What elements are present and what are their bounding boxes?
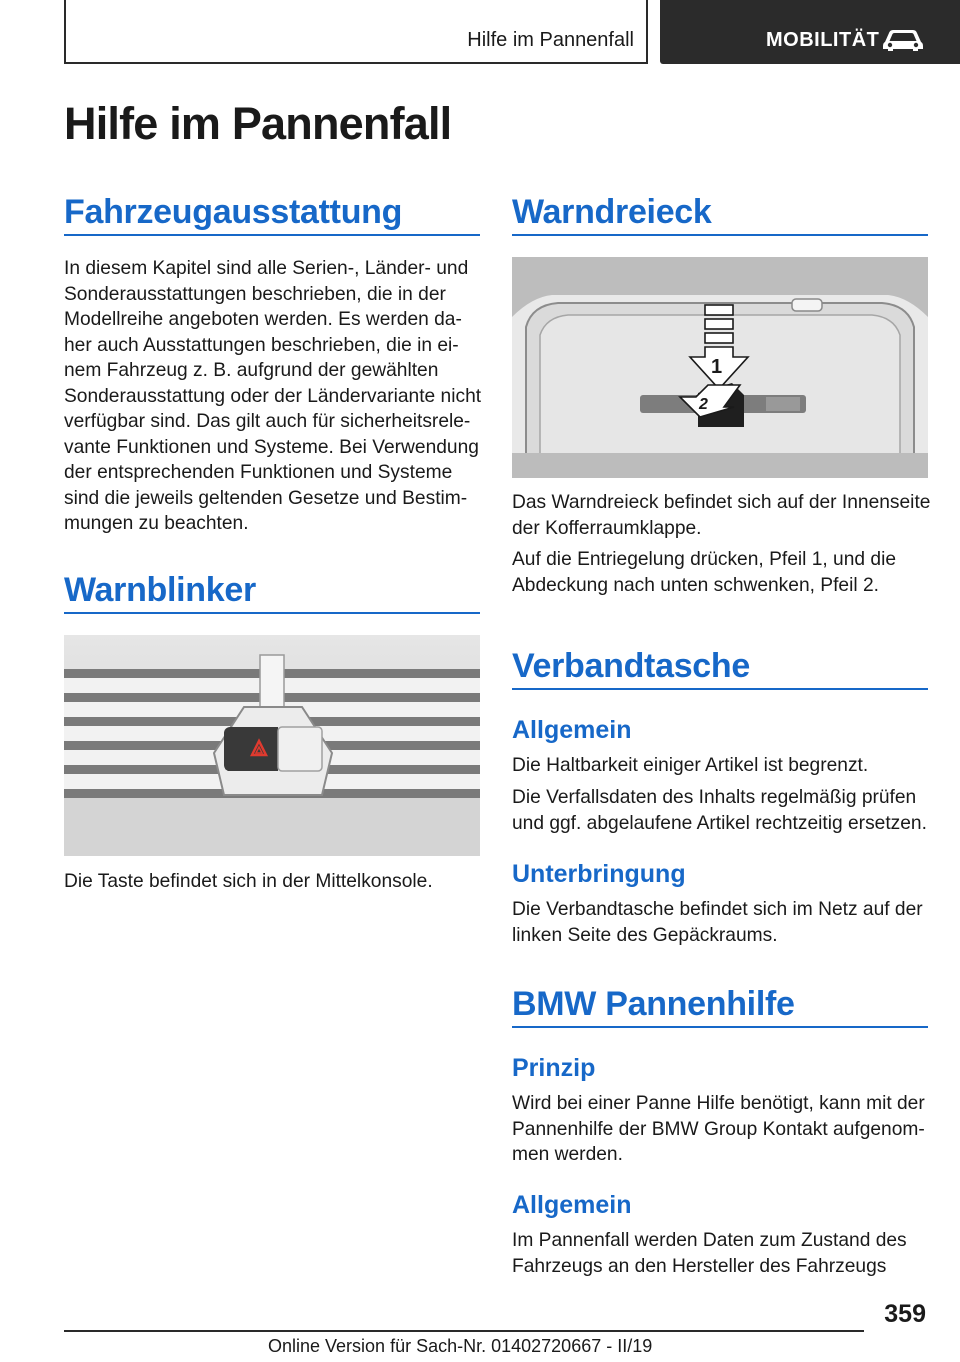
footer-text: Online Version für Sach-Nr. 01402720667 - II/19 [268,1336,653,1356]
header-chapter-label: MOBILITÄT [766,29,880,51]
text-line: verfügbar sind. Das gilt auch für sicherheitsrele‐ [64,411,471,432]
text-line: linken Seite des Gepäckraums. [512,924,778,946]
section-divider [64,234,480,236]
page-number: 359 [884,1300,926,1328]
verbandtasche-allgemein-text-2 [512,785,927,836]
text-line: Die Verbandtasche befindet sich im Netz auf der [512,899,923,920]
car-icon [881,27,925,53]
text-line: Auf die Entriegelung drücken, Pfeil 1, und die [512,549,897,570]
text-line: und ggf. abgelaufene Artikel rechtzeitig ersetzen. [512,812,927,834]
warndreieck-text-1 [512,490,930,541]
section-divider [512,688,928,690]
subheading-prinzip: Prinzip [512,1054,596,1082]
heading-verbandtasche: Verbandtasche [512,647,750,685]
text-line: Die Verfallsdaten des Inhalts regelmäßig prüfen [512,787,917,808]
text-line: Sonderausstattungen beschrieben, die in der [64,283,446,305]
prinzip-text [512,1091,925,1168]
arrow-1-label: 1 [711,356,723,378]
warnblinker-caption: Die Taste befindet sich in der Mittelkonsole. [64,871,433,892]
heading-warndreieck: Warndreieck [512,193,712,231]
arrow-2-label: 2 [699,396,708,413]
text-line: Die Haltbarkeit einiger Artikel ist begrenzt. [512,755,869,776]
text-line: mungen zu beachten. [64,513,249,534]
subheading-allgemein: Allgemein [512,716,632,744]
page-title: Hilfe im Pannenfall [64,98,452,149]
heading-bmw-pannenhilfe: BMW Pannenhilfe [512,985,795,1023]
section-divider [512,1026,928,1028]
text-line: Modellreihe angeboten werden. Es werden da‐ [64,309,462,330]
text-line: Wird bei einer Panne Hilfe benötigt, kann mit der [512,1093,925,1114]
text-line: vante Funktionen und Systeme. Bei Verwendung [64,436,479,458]
text-line: Sonderausstattung oder der Ländervariante nicht [64,385,482,407]
trunk-lid-illustration [512,257,928,478]
verbandtasche-allgemein-text-1 [512,753,868,779]
subheading-allgemein: Allgemein [512,1191,632,1219]
text-line: der Kofferraumklappe. [512,517,702,539]
text-line: Das Warndreieck befindet sich auf der Innenseite [512,492,931,513]
heading-fahrzeugausstattung: Fahrzeugausstattung [64,193,403,231]
pannenhilfe-allgemein-text [512,1228,907,1279]
heading-warnblinker: Warnblinker [64,571,256,609]
text-line: Fahrzeugs an den Hersteller des Fahrzeugs [512,1255,887,1277]
warndreieck-text-2 [512,547,896,598]
text-line: sind die jeweils geltenden Gesetze und Bestim‐ [64,487,468,509]
hazard-switch-image [64,635,480,856]
text-line: nem Fahrzeug z. B. aufgrund der gewählten [64,360,439,381]
text-line: In diesem Kapitel sind alle Serien‐, Länder‐ und [64,258,469,279]
trunk-lid-image [512,257,928,478]
subheading-unterbringung: Unterbringung [512,860,686,888]
header-section-title: Hilfe im Pannenfall [467,29,634,51]
unterbringung-text [512,897,923,948]
fahrzeugausstattung-text [64,256,484,537]
section-divider [64,612,480,614]
footer-divider [64,1330,864,1332]
section-divider [512,234,928,236]
text-line: her auch Ausstattungen beschrieben, die in ei‐ [64,334,459,356]
text-line: Pannenhilfe der BMW Group Kontakt aufgenom‐ [512,1118,925,1140]
text-line: Abdeckung nach unten schwenken, Pfeil 2. [512,574,879,596]
text-line: men werden. [512,1144,623,1165]
text-line: Im Pannenfall werden Daten zum Zustand des [512,1230,907,1251]
text-line: der entsprechenden Funktionen und Systeme [64,462,453,483]
hazard-switch-illustration [64,635,480,856]
